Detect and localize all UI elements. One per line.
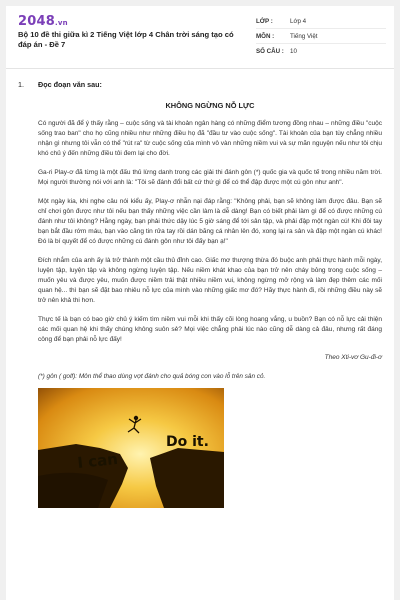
logo-main-text: 2048 <box>18 14 55 29</box>
story-paragraph-3: Một ngày kia, khi nghe câu nói kiểu ấy, Play-ơ nhẫn nại đáp rằng: "Không phải, bạn sẽ không làm được đâu. Bạn sẽ chỉ chơi gôn được như tôi nếu bạn thấy những việc cần làm là dễ dàng! Bạn có biết phải làm gì để có được những cú đánh như tôi không? Hằng ngày, bạn phải thức dậy lúc 5 giờ sáng để tới sân tập, và phải đập một ngàn cú! Khi đôi tay bạn bắt đầu rớm máu, bạn vào căng tin rửa tay rồi dán băng cá nhân lên đó, xong lại ra sân và đập một ngàn cú khác! Đó là bí quyết để có được những cú đánh gôn như tôi đấy bạn ạ!" <box>38 198 382 245</box>
question-number: 1. <box>18 80 24 89</box>
meta-row-question-count <box>256 44 386 58</box>
meta-row-grade <box>256 14 386 29</box>
footnote: (*) gôn ( golf): Môn thể thao dùng vợt đánh cho quả bóng con vào lỗ trên sân cỏ. <box>38 373 266 380</box>
meta-key: SỐ CÂU : <box>256 47 284 55</box>
story-paragraph-5: Thực tế là bạn có bao giờ chủ ý kiếm tìm niềm vui mỗi khi thấy cõi lòng hoang vắng, u buồn? Bạn có nỗ lực cải thiện các mối quan hệ khi thấy chúng không suôn sẻ? Mọi việc chẳng phải lúc nào cũng dễ dàng cả đâu, nhưng rất đáng công để bạn phải nỗ lực đấy! <box>38 316 382 343</box>
cliff-jump-illustration <box>38 388 224 508</box>
illustration-image <box>38 388 224 508</box>
image-text-right: Do it. <box>166 434 209 450</box>
meta-key: LỚP : <box>256 17 273 25</box>
story-paragraph-2: Ga-ri Play-ơ đã từng là một đấu thủ lừng danh trong các giải thi đánh gôn (*) quốc gia và quốc tế trong nhiều năm trời. Mọi người thường nói với anh là: "Tôi sẽ đánh đổi bất cứ thứ gì để có thể đập được một cú gôn như anh". <box>38 169 382 186</box>
meta-key: MÔN : <box>256 32 275 40</box>
meta-value: 10 <box>290 47 297 55</box>
question-instruction: Đọc đoạn văn sau: <box>38 80 102 89</box>
meta-value: Tiếng Việt <box>290 32 318 40</box>
site-logo[interactable] <box>18 14 68 29</box>
story-paragraph-1: Có người đã để ý thấy rằng – cuộc sống và tài khoản ngân hàng có những điểm tương đồng nhau – những điều "cuộc sống trao ban" cho họ cũng nhiều như những điều họ đã "đầu tư vào cuộc sống". Tài khoản của bạn tùy chẳng nhiều nhận gì nhưng tôi vẫn có thể "rút ra" từ cuộc sống của mình vô vàn những niềm vui và sự mãn nguyện nếu như tôi chịu khó chủ ý đến những điều tôi đem lại cho đời. <box>38 120 382 157</box>
question-header <box>18 80 382 89</box>
question-content <box>18 80 382 508</box>
cliff-shadow <box>38 473 108 508</box>
meta-table <box>256 14 386 58</box>
meta-row-subject <box>256 29 386 44</box>
story-title: KHÔNG NGỪNG NỖ LỰC <box>165 101 255 110</box>
image-text-left: I can <box>76 449 119 472</box>
right-cliff <box>150 448 224 508</box>
story-author: Theo Xti-vơ Gu-đi-ơ <box>324 354 382 361</box>
document-title: Bộ 10 đề thi giữa kì 2 Tiếng Việt lớp 4 Chân trời sáng tạo có đáp án - Đề 7 <box>18 30 234 49</box>
meta-value: Lớp 4 <box>290 17 307 25</box>
page-header <box>6 6 394 69</box>
document-page <box>6 6 394 600</box>
logo-domain-text: .vn <box>54 19 68 27</box>
story-paragraph-4: Đích nhắm của anh ấy là trở thành một cầu thủ đỉnh cao. Giấc mơ thượng thừa đó buộc anh phải thực hành mỗi ngày, luyện tập, luyện tập và không ngừng luyện tập. Nếu niềm khát khao của bạn trở nên cháy bỏng trong cuộc sống – muốn yêu và được yêu, muốn được niềm trải thật nhiều niềm vui, không ngừng mở rộng và làm đẹp thêm các mối quan hệ... thì bạn sẽ đặt bao nhiêu nỗ lực của mình vào những giấc mơ đó? Hãy thực hành đi, rồi những điều này sẽ trở nên khả thi hơn. <box>38 257 382 304</box>
